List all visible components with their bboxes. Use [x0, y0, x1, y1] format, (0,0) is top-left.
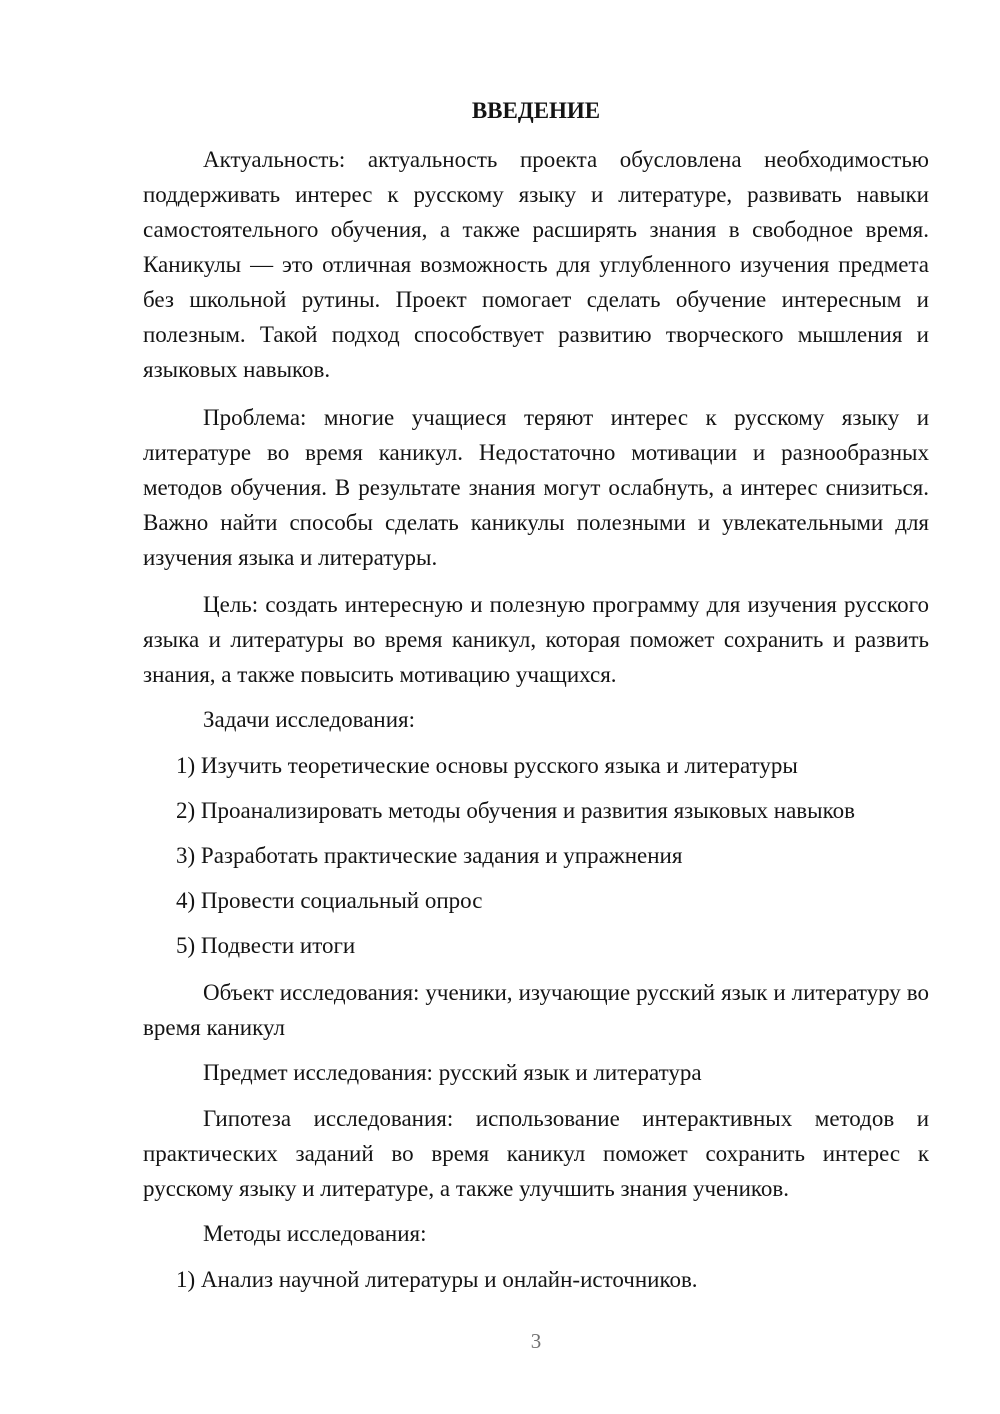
task-item: 5) Подвести итоги	[176, 933, 356, 958]
tasks-heading: Задачи исследования:	[203, 707, 416, 732]
subject-paragraph: Предмет исследования: русский язык и литература	[203, 1060, 702, 1085]
task-item: 2) Проанализировать методы обучения и развития языковых навыков	[176, 798, 855, 823]
relevance-paragraph: Актуальность: актуальность проекта обусловлена необходимостью поддерживать интерес к русскому языку и литературе, развивать навыки самостоятельного обучения, а также расширять знания в свободное время. Каникулы — это отличная возможность для углубленного изучения предмета без школьной рутины. Проект помогает сделать обучение интересным и полезным. Такой подход способствует развитию творческого мышления и языковых навыков.	[143, 147, 929, 382]
hypothesis-paragraph: Гипотеза исследования: использование интерактивных методов и практических заданий во время каникул поможет сохранить интерес к русскому языку и литературе, а также улучшить знания учеников.	[143, 1106, 929, 1201]
task-item: 1) Изучить теоретические основы русского языка и литературы	[176, 753, 798, 778]
problem-paragraph: Проблема: многие учащиеся теряют интерес к русскому языку и литературе во время каникул. Недостаточно мотивации и разнообразных методов обучения. В результате знания могут ослабнуть, а интерес снизиться. Важно найти способы сделать каникулы полезными и увлекательными для изучения языка и литературы.	[143, 405, 929, 570]
page-number: 3	[530, 1329, 542, 1353]
method-item: 1) Анализ научной литературы и онлайн-источников.	[176, 1267, 698, 1292]
goal-paragraph: Цель: создать интересную и полезную программу для изучения русского языка и литературы во время каникул, которая поможет сохранить и развить знания, а также повысить мотивацию учащихся.	[143, 592, 929, 687]
task-item: 3) Разработать практические задания и упражнения	[176, 843, 683, 868]
page-title: ВВЕДЕНИЕ	[471, 98, 601, 123]
task-item: 4) Провести социальный опрос	[176, 888, 483, 913]
object-paragraph: Объект исследования: ученики, изучающие русский язык и литературу во время каникул	[143, 980, 929, 1040]
methods-heading: Методы исследования:	[203, 1221, 427, 1246]
